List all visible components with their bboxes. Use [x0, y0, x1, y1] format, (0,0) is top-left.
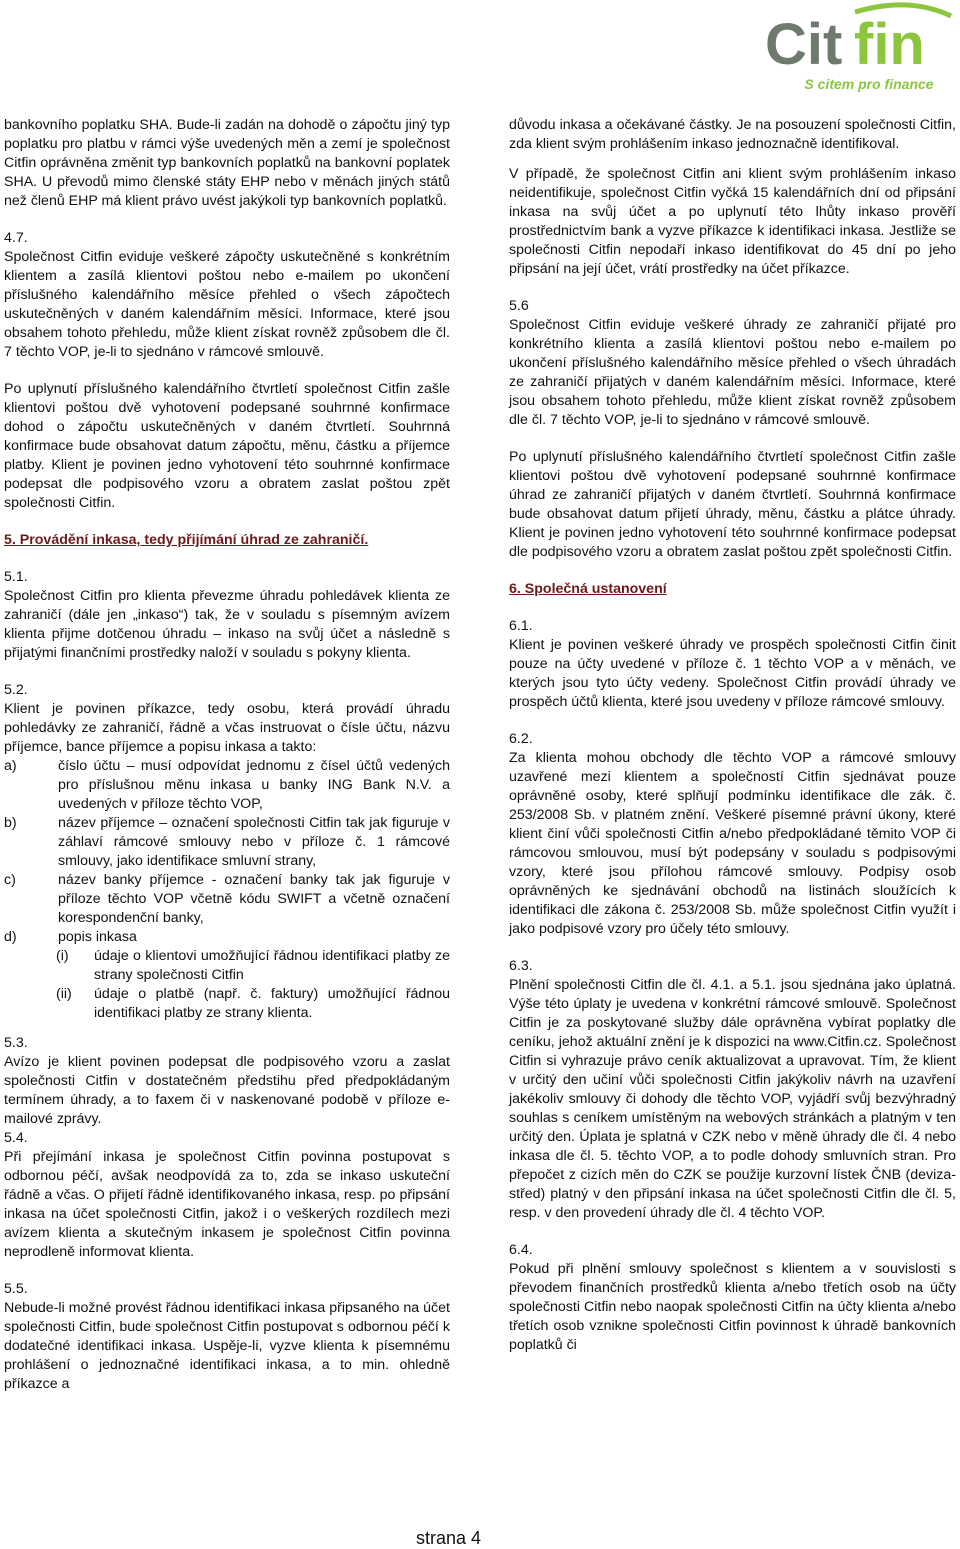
- sublist-marker: (ii): [56, 986, 72, 1002]
- section-number-5-3: 5.3.: [4, 1035, 28, 1051]
- paragraph-5-4: Při přejímání inkasa je společnost Citfin povinna postupovat s odbornou péčí, avšak neodpovídá za to, zda se inkaso uskuteční řádně a včas. O přijetí řádně identifikovaného inkasa, resp. po připsání inkasa na účet společnosti Citfin, jakož i o veškerých rozdílech mezi avízem klienta a skutečným inkasem je společnost Citfin povinna neprodleně informovat klienta.: [4, 1149, 450, 1260]
- list-item: [4, 757, 450, 814]
- logo-tagline: S citem pro finance: [804, 76, 934, 92]
- section-number-6-1: 6.1.: [509, 618, 533, 634]
- paragraph-5-3: Avízo je klient povinen podepsat dle podpisového vzoru a zaslat společnosti Citfin v dostatečném předstihu před předpokládaným termínem úhrady, a to faxem či v naskenované podobě v příloze e-mailové zprávy.: [4, 1054, 450, 1127]
- sublist-item: [4, 985, 450, 1023]
- list-item: [4, 928, 450, 947]
- paragraph-5-2: Klient je povinen příkazce, tedy osobu, která provádí úhradu pohledávky ze zahraničí, řádně a včas instruovat o čísle účtu, názvu příjemce, bance příjemce a popisu inkasa a takto:: [4, 701, 450, 755]
- section-number-5-6: 5.6: [509, 298, 529, 314]
- section-number-6-2: 6.2.: [509, 731, 533, 747]
- list-item-text: číslo účtu – musí odpovídat jednomu z čísel účtů vedených pro příslušnou měnu inkasa u banky ING Bank N.V. a uvedených v příloze těchto VOP,: [58, 758, 450, 812]
- page-number: strana 4: [416, 1528, 482, 1548]
- right-column: [509, 116, 956, 1355]
- list-item-text: název banky příjemce - označení banky tak jak figuruje v příloze těchto VOP včetně kódu SWIFT a včetně označení korespondenční banky,: [58, 872, 450, 926]
- list-item-text: popis inkasa: [58, 929, 137, 945]
- paragraph-4-7: Společnost Citfin eviduje veškeré zápočty uskutečněné s konkrétním klientem a zasílá klientovi poštou nebo e-mailem po ukončení příslušného kalendářního měsíce přehled o všech zápočtech uskutečněných v daném kalendářním měsíci. Informace, které jsou obsahem tohoto přehledu, může klient získat rovněž způsobem dle čl. 7 těchto VOP, je-li to sjednáno v rámcové smlouvě.: [4, 249, 450, 360]
- section-number-5-1: 5.1.: [4, 569, 28, 585]
- list-marker: b): [4, 815, 17, 831]
- paragraph-quarter-confirmation: Po uplynutí příslušného kalendářního čtvrtletí společnost Citfin zašle klientovi poštou dvě vyhotovení podepsané souhrnné konfirmace dohod o zápočtu uskutečněných v daném čtvrtletí. Souhrnná konfirmace bude obsahovat datum zápočtu, měnu, částku a příjemce platby. Klient je povinen jedno vyhotovení této souhrnné konfirmace podepsat dle podpisového vzoru a obratem zaslat poštou zpět společnosti Citfin.: [4, 381, 450, 511]
- svg-text:fin: fin: [854, 12, 925, 77]
- list-item-text: název příjemce – označení společnosti Citfin tak jak figuruje v záhlaví rámcové smlouvy nebo v příloze č. 1 rámcové smlouvy, jako identifikace smluvní strany,: [58, 815, 450, 869]
- heading-section-6: 6. Společná ustanovení: [509, 581, 667, 597]
- paragraph-quarter-confirmation-right: Po uplynutí příslušného kalendářního čtvrtletí společnost Citfin zašle klientovi poštou dvě vyhotovení podepsané souhrnné konfirmace úhrad ze zahraničí přijatých v daném čtvrtletí. Souhrnná konfirmace bude obsahovat datum přijetí úhrady, měnu, částku a plátce úhrady. Klient je povinen jedno vyhotovení této souhrnné konfirmace podepsat dle podpisového vzoru a obratem zaslat poštou zpět společnosti Citfin.: [509, 449, 956, 560]
- section-number-5-5: 5.5.: [4, 1281, 28, 1297]
- paragraph-intro: bankovního poplatku SHA. Bude-li zadán na dohodě o zápočtu jiný typ poplatku pro platbu v rámci výše uvedených měn a zemí je společnost Citfin oprávněna změnit typ bankovních poplatků na bankovní poplatek SHA. U převodů mimo členské státy EHP nebo v měnách jiných států než členů EHP má klient právo uvést jakýkoli typ bankovních poplatků.: [4, 117, 450, 209]
- paragraph-5-5: Nebude-li možné provést řádnou identifikaci inkasa připsaného na účet společnosti Citfin, bude společnost Citfin postupovat s odbornou péčí k dodatečné identifikaci inkasa. Uspěje-li, vyzve klienta k písemnému prohlášení o jednoznačné identifikaci inkasa, a to min. ohledně příkazce a: [4, 1300, 450, 1392]
- sublist-item-text: údaje o klientovi umožňující řádnou identifikaci platby ze strany společnosti Citfin: [94, 948, 450, 983]
- sublist-item: [4, 947, 450, 985]
- sublist-marker: (i): [56, 948, 69, 964]
- list-marker: d): [4, 929, 17, 945]
- list-item: [4, 871, 450, 928]
- paragraph-continuation: důvodu inkasa a očekávané částky. Je na posouzení společnosti Citfin, zda klient svým prohlášením inkaso jednoznačně identifikoval.: [509, 117, 956, 152]
- sublist-item-text: údaje o platbě (např. č. faktury) umožňující řádnou identifikaci platby ze strany klienta.: [94, 986, 450, 1021]
- svg-text:Cit: Cit: [765, 12, 843, 77]
- paragraph-6-4: Pokud při plnění smlouvy společnost s klientem a v souvislosti s převodem finančních prostředků klienta a/nebo třetích osob na účty společnosti Citfin nebo naopak společnosti Citfin na účty klienta a/nebo třetích osob vznikne společnosti Citfin povinnost k úhradě bankovních poplatků či: [509, 1261, 956, 1353]
- section-number-5-4: 5.4.: [4, 1130, 28, 1146]
- section-number-5-2: 5.2.: [4, 682, 28, 698]
- citfin-logo: [759, 2, 954, 102]
- list-marker: a): [4, 758, 17, 774]
- left-column: [4, 116, 450, 1394]
- heading-section-5: 5. Provádění inkasa, tedy přijímání úhrad ze zahraničí.: [4, 532, 369, 548]
- list-marker: c): [4, 872, 16, 888]
- list-item: [4, 814, 450, 871]
- paragraph-6-1: Klient je povinen veškeré úhrady ve prospěch společnosti Citfin činit pouze na účty uvedené v příloze č. 1 těchto VOP a v měnách, ve kterých jsou tyto účty vedeny. Společnost Citfin provádí úhrady ve prospěch účtů klienta, které jsou uvedeny v příloze rámcové smlouvy.: [509, 637, 956, 710]
- paragraph-5-1: Společnost Citfin pro klienta převezme úhradu pohledávek klienta ze zahraničí (dále jen „inkaso“) tak, že v souladu s písemným avízem klienta přijme dotčenou úhradu – inkaso na svůj účet a následně s přijatými finančními prostředky naloží v souladu s pokyny klienta.: [4, 588, 450, 661]
- paragraph-unidentified-collection: V případě, že společnost Citfin ani klient svým prohlášením inkaso neidentifikuje, společnost Citfin vyčká 15 kalendářních dní od připsání inkasa na svůj účet a po uplynutí této lhůty inkaso prověří prostřednictvím bank a vyzve příkazce k identifikaci inkasa. Jestliže se společnosti Citfin nepodaří inkaso identifikovat do 45 dní po jeho připsání na její účet, vrátí prostředky na účet příkazce.: [509, 166, 956, 277]
- section-number-6-4: 6.4.: [509, 1242, 533, 1258]
- paragraph-6-3: Plnění společnosti Citfin dle čl. 4.1. a 5.1. jsou sjednána jako úplatná. Výše této úplaty je uvedena v konkrétní rámcové smlouvě. Společnost Citfin je za poskytované služby dále oprávněna vybírat poplatky dle ceníku, jehož aktuální znění je k dispozici na www.Citfin.cz. Společnost Citfin si vyhrazuje právo ceník aktualizovat a upravovat. Tím, že klient v určitý den učiní vůči společnosti Citfin jakýkoliv návrh na uzavření jakékoliv smlouvy či dohody dle těchto VOP, vyjádří svůj bezvýhradný souhlas s ceníkem umístěným na webových stránkách a platným v ten určitý den. Úplata je splatná v CZK nebo v měně úhrady dle čl. 4 nebo inkasa dle čl. 5. těchto VOP, a to podle dohody smluvních stran. Pro přepočet z cizích měn do CZK se použije kurzovní lístek ČNB (deviza-střed) platný v den připsání inkasa na účet společnosti Citfin dle čl. 5, resp. v den provedení úhrady dle čl. 4 těchto VOP.: [509, 977, 956, 1221]
- section-number-4-7: 4.7.: [4, 230, 28, 246]
- paragraph-6-2: Za klienta mohou obchody dle těchto VOP a rámcové smlouvy uzavřené mezi klientem a společností Citfin sjednávat pouze oprávněné osoby, které splňují podmínku identifikace dle zák. č. 253/2008 Sb. v platném znění. Veškeré písemné právní úkony, které klient činí vůči společnosti Citfin a/nebo předpokládané těmito VOP či rámcovou smlouvou, musí být podepsány v souladu s podpisovými vzory, které jsou přílohou rámcové smlouvy. Podpisy osob oprávněných ke sjednávání obchodů na listinách sloužících k identifikaci dle zákona č. 253/2008 Sb. může společnost Citfin využít i jako podpisové vzory pro účely této smlouvy.: [509, 750, 956, 937]
- paragraph-5-6: Společnost Citfin eviduje veškeré úhrady ze zahraničí přijaté pro konkrétního klienta a zasílá klientovi poštou nebo e-mailem po ukončení příslušného kalendářního měsíce přehled o všech úhradách ze zahraničí přijatých v daném kalendářním měsíci. Informace, které jsou obsahem tohoto přehledu, může klient získat rovněž způsobem dle čl. 7 těchto VOP, je-li to sjednáno v rámcové smlouvě.: [509, 317, 956, 428]
- section-number-6-3: 6.3.: [509, 958, 533, 974]
